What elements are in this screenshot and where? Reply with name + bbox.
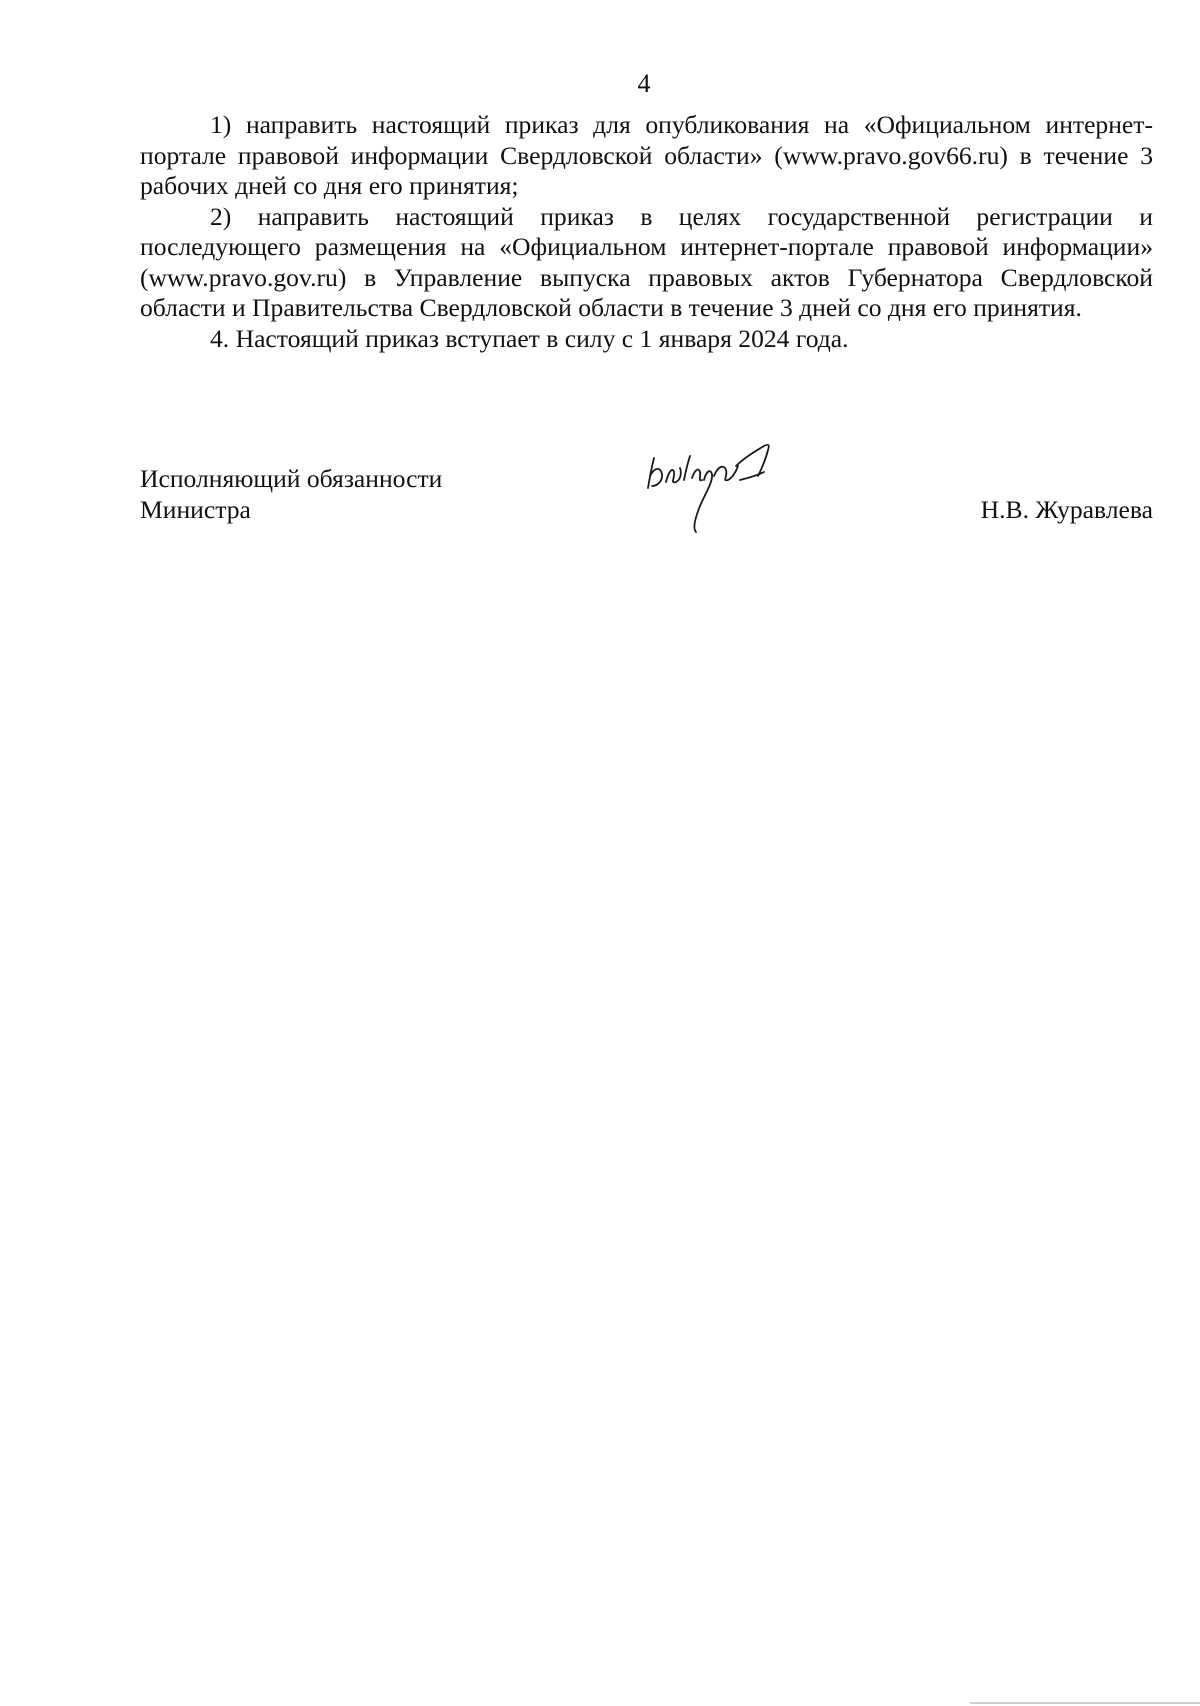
signature-block [140,464,1153,544]
paragraph-effective-date: 4. Настоящий приказ вступает в силу с 1 января 2024 года. [210,323,849,353]
paragraph-publication: 1) направить настоящий приказ для опубликования на «Официальном интернет-портале правовой информации Свердловской области» (www.pravo.gov66.ru) в течение 3 рабочих дней со дня его принятия; [140,110,1153,200]
signatory-title-line1: Исполняющий обязанности [140,464,443,493]
page-number: 4 [637,69,651,98]
signatory-name: Н.В. Журавлева [980,495,1153,524]
signatory-title [140,464,442,525]
paragraph-registration: 2) направить настоящий приказ в целях государственной регистрации и последующего размещения на «Официальном интернет-портале правовой информации» (www.pravo.gov.ru) в Управление выпуска правовых актов Губернатора Свердловской области и Правительства Свердловской области в течение 3 дней со дня его принятия. [140,201,1153,322]
document-body [140,110,1153,354]
scan-edge-mark [970,1702,1200,1704]
signatory-title-line2: Министра [140,494,251,524]
